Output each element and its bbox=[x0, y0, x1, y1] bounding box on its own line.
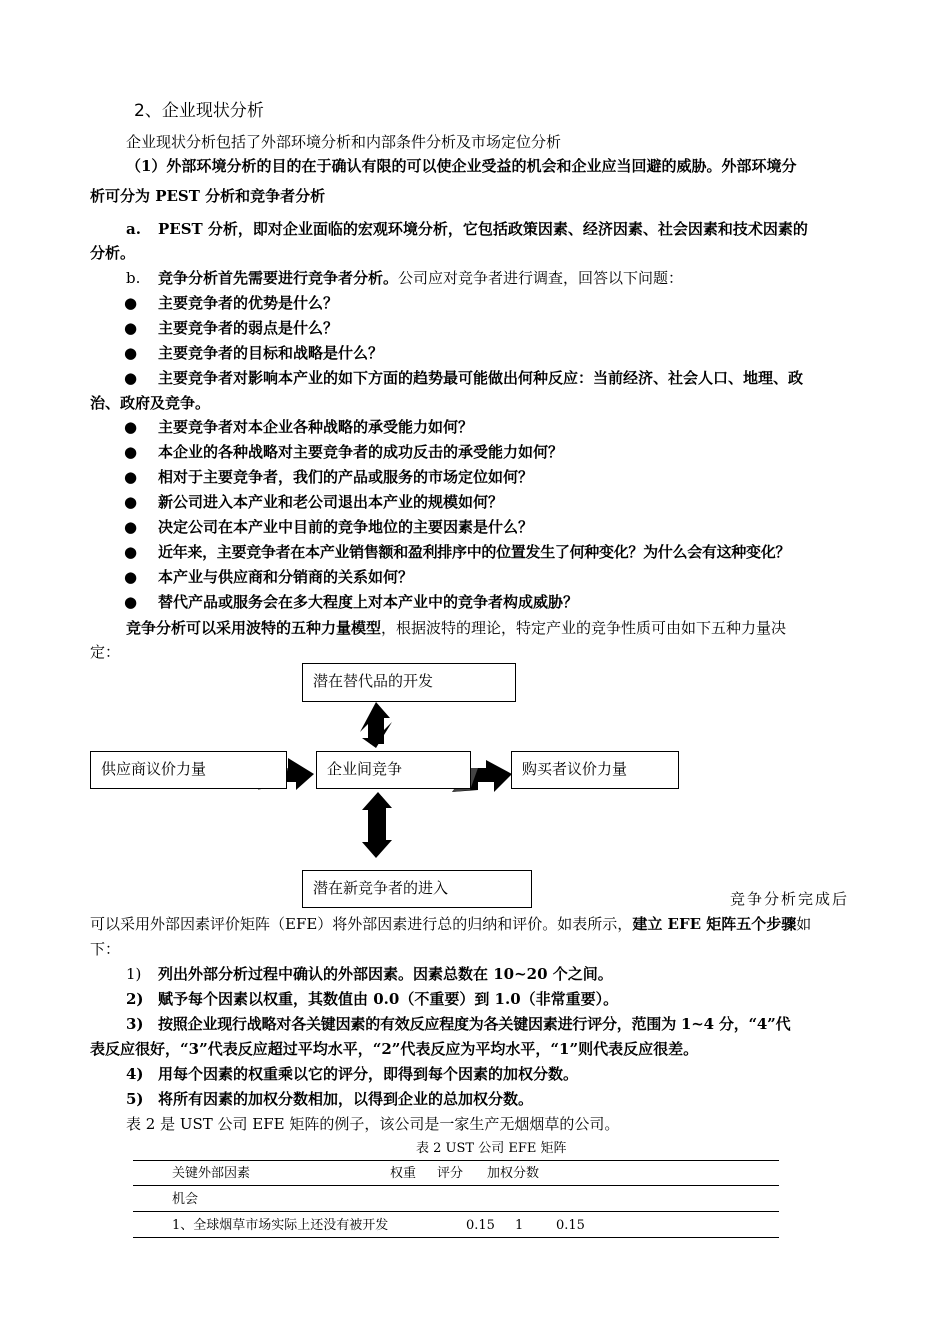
bullet-icon: ● bbox=[124, 593, 138, 611]
table-section-label: 机会 bbox=[172, 1192, 199, 1207]
bullet-icon: ● bbox=[124, 369, 138, 387]
bullet-icon: ● bbox=[124, 443, 138, 461]
competitor-analysis-rest: 公司应对竞争者进行调查，回答以下问题： bbox=[398, 269, 684, 287]
efe-intro-text: 可以采用外部因素评价矩阵（EFE）将外部因素进行总的归纳和评价。如表所示， bbox=[90, 915, 633, 933]
table-cell-weight: 0.15 bbox=[466, 1218, 495, 1233]
bullet-icon: ● bbox=[124, 543, 138, 561]
table-header-weighted: 加权分数 bbox=[487, 1166, 540, 1181]
competitor-analysis-bold: 竞争分析首先需要进行竞争者分析。 bbox=[158, 269, 399, 287]
external-analysis-line2: 析可分为 PEST 分析和竞争者分析 bbox=[90, 187, 326, 205]
porter-intro-rest: ，根据波特的理论，特定产业的竞争性质可由如下五种力量决 bbox=[381, 619, 787, 637]
step-number: 5) bbox=[126, 1090, 144, 1108]
bullet-item: 主要竞争者对影响本产业的如下方面的趋势最可能做出何种反应：当前经济、社会人口、地理、政 bbox=[158, 369, 804, 387]
bullet-icon: ● bbox=[124, 294, 138, 312]
porter-intro-line2: 定： bbox=[90, 643, 121, 661]
efe-intro-end: 如 bbox=[796, 915, 812, 933]
step-number: 1) bbox=[126, 965, 142, 983]
bullet-item: 替代产品或服务会在多大程度上对本产业中的竞争者构成威胁？ bbox=[158, 593, 579, 611]
intro-paragraph: 企业现状分析包括了外部环境分析和内部条件分析及市场定位分析 bbox=[126, 133, 562, 151]
bullet-icon: ● bbox=[124, 344, 138, 362]
bullet-icon: ● bbox=[124, 518, 138, 536]
step-text-continuation: 表反应很好，“3”代表反应超过平均水平，“2”代表反应为平均水平，“1”则代表反应很差。 bbox=[90, 1040, 699, 1058]
pest-analysis-line2: 分析。 bbox=[90, 244, 136, 262]
step-number: 4) bbox=[126, 1065, 144, 1083]
bullet-icon: ● bbox=[124, 418, 138, 436]
force-box-buyers: 购买者议价力量 bbox=[511, 751, 679, 789]
table-cell-weighted: 0.15 bbox=[556, 1218, 585, 1233]
pest-analysis-line1: PEST 分析，即对企业面临的宏观环境分析，它包括政策因素、经济因素、社会因素和技术因素的 bbox=[158, 220, 808, 238]
table-header-weight: 权重 bbox=[390, 1166, 417, 1181]
efe-intro-line2: 下： bbox=[90, 940, 121, 958]
bullet-item: 本产业与供应商和分销商的关系如何？ bbox=[158, 568, 414, 586]
bullet-item: 主要竞争者的目标和战略是什么？ bbox=[158, 344, 384, 362]
bullet-icon: ● bbox=[124, 468, 138, 486]
step-text: 按照企业现行战略对各关键因素的有效反应程度为各关键因素进行评分，范围为 1~4 分，“4”代 bbox=[158, 1015, 791, 1033]
bullet-item: 新公司进入本产业和老公司退出本产业的规模如何？ bbox=[158, 493, 504, 511]
bullet-item-continuation: 治、政府及竞争。 bbox=[90, 394, 211, 412]
item-a-label: a. bbox=[126, 220, 141, 238]
step-text bbox=[158, 964, 613, 984]
table-cell-factor: 1、全球烟草市场实际上还没有被开发 bbox=[172, 1218, 389, 1233]
bullet-item: 主要竞争者的弱点是什么？ bbox=[158, 319, 339, 337]
table-intro: 表 2 是 UST 公司 EFE 矩阵的例子，该公司是一家生产无烟烟草的公司。 bbox=[126, 1115, 620, 1133]
porter-intro-bold: 竞争分析可以采用波特的五种力量模型 bbox=[126, 619, 382, 637]
step-text: 将所有因素的加权分数相加，以得到企业的总加权分数。 bbox=[158, 1090, 534, 1108]
step-text-plain: 列出外部分析过程中确认的外部因素。 bbox=[158, 965, 414, 983]
table-top-rule bbox=[133, 1160, 779, 1161]
force-box-new-entrants: 潜在新竞争者的进入 bbox=[302, 870, 532, 908]
bullet-icon: ● bbox=[124, 568, 138, 586]
force-box-rivalry: 企业间竞争 bbox=[316, 751, 471, 789]
efe-intro-tail: 竞争分析完成后 bbox=[730, 890, 850, 908]
step-number: 2) bbox=[126, 990, 144, 1008]
table-section-rule bbox=[133, 1211, 779, 1212]
force-box-suppliers: 供应商议价力量 bbox=[90, 751, 287, 789]
step-number: 3) bbox=[126, 1015, 144, 1033]
table-caption: 表 2 UST 公司 EFE 矩阵 bbox=[416, 1141, 567, 1156]
bullet-icon: ● bbox=[124, 319, 138, 337]
efe-intro-line1 bbox=[90, 914, 811, 934]
table-header-score: 评分 bbox=[437, 1166, 464, 1181]
section-heading: 2、企业现状分析 bbox=[134, 101, 264, 121]
bullet-item: 主要竞争者对本企业各种战略的承受能力如何？ bbox=[158, 418, 474, 436]
step-text: 赋予每个因素以权重，其数值由 0.0（不重要）到 1.0（非常重要）。 bbox=[158, 990, 619, 1008]
table-header-factor: 关键外部因素 bbox=[172, 1166, 251, 1181]
bullet-item: 主要竞争者的优势是什么？ bbox=[158, 294, 339, 312]
step-text: 用每个因素的权重乘以它的评分，即得到每个因素的加权分数。 bbox=[158, 1065, 579, 1083]
force-box-substitutes: 潜在替代品的开发 bbox=[302, 663, 516, 702]
efe-steps-bold: 建立 EFE 矩阵五个步骤 bbox=[632, 915, 797, 933]
bullet-icon: ● bbox=[124, 493, 138, 511]
bullet-item: 本企业的各种战略对主要竞争者的成功反击的承受能力如何？ bbox=[158, 443, 564, 461]
external-analysis-line1: （1）外部环境分析的目的在于确认有限的可以使企业受益的机会和企业应当回避的威胁。外部环境分 bbox=[126, 157, 797, 175]
step-text-bold: 因素总数在 10~20 个之间。 bbox=[413, 965, 613, 983]
bullet-item: 相对于主要竞争者，我们的产品或服务的市场定位如何？ bbox=[158, 468, 534, 486]
table-header-rule bbox=[133, 1185, 779, 1186]
table-cell-score: 1 bbox=[515, 1218, 524, 1233]
arrow-bottom-icon bbox=[362, 792, 392, 858]
bullet-item: 决定公司在本产业中目前的竞争地位的主要因素是什么？ bbox=[158, 518, 534, 536]
item-b-label: b. bbox=[126, 269, 141, 287]
bullet-item: 近年来，主要竞争者在本产业销售额和盈利排序中的位置发生了何种变化？为什么会有这种变化？ bbox=[158, 543, 791, 561]
table-bottom-rule bbox=[133, 1237, 779, 1238]
